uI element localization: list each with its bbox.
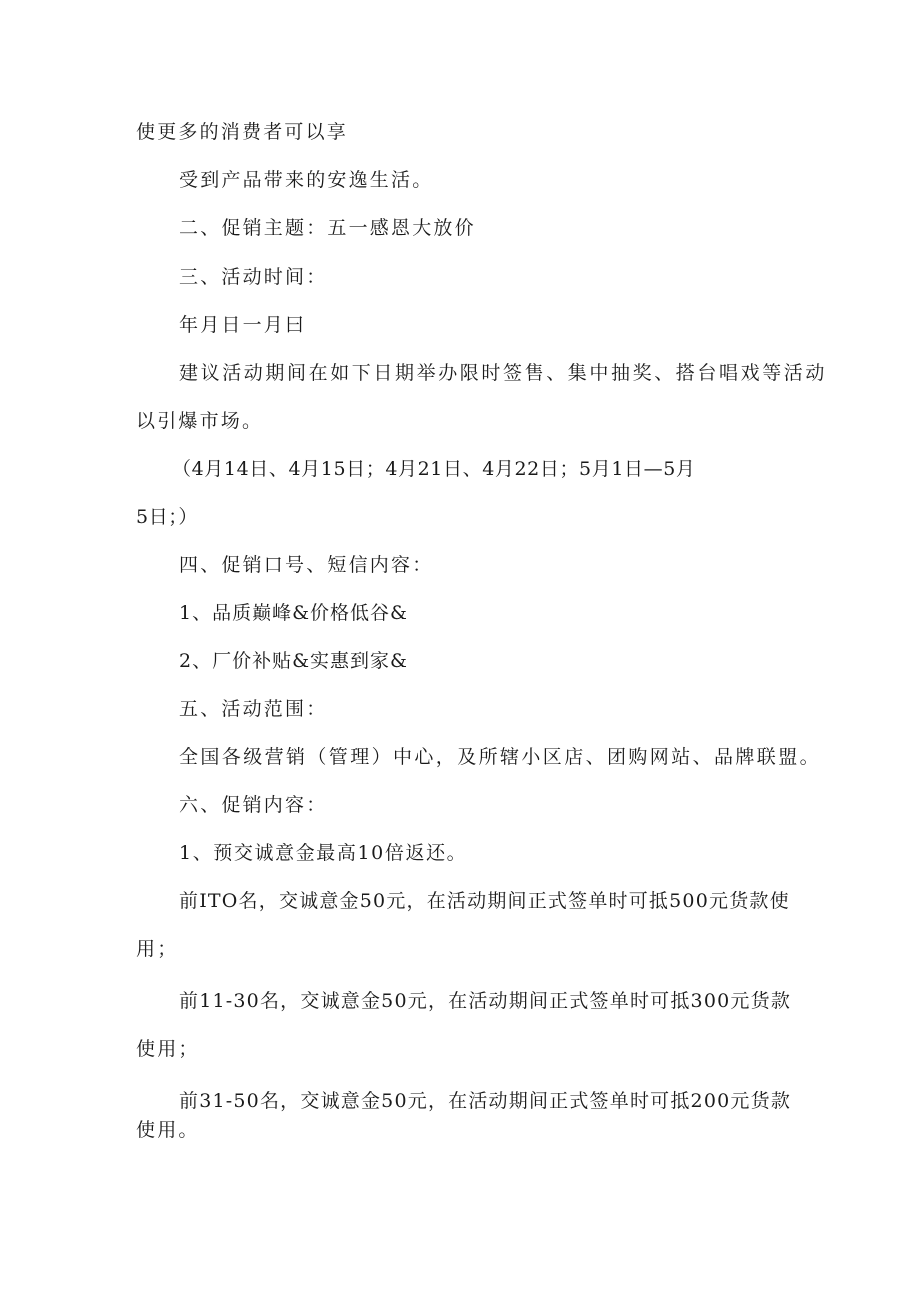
paragraph-line: 前31-50名，交诚意金50元，在活动期间正式签单时可抵200元货款 [179,1090,792,1112]
list-item: 1、预交诚意金最高10倍返还。 [179,842,468,864]
section-heading: 四、促销口号、短信内容： [179,554,434,576]
section-heading: 五、活动范围： [179,698,328,720]
paragraph-line: 以引爆市场。 [136,410,264,432]
section-heading: 三、活动时间： [179,266,328,288]
list-item: 1、品质巅峰&价格低谷& [179,602,408,624]
paragraph-line: 建议活动期间在如下日期举办限时签售、集中抽奖、搭台唱戏等活动 [179,362,828,384]
list-item: 2、厂价补贴&实惠到家& [179,650,408,672]
paragraph-line: 用； [136,938,179,960]
paragraph-line: 前11-30名，交诚意金50元，在活动期间正式签单时可抵300元货款 [179,990,792,1012]
paragraph-line: 使用； [136,1038,200,1060]
paragraph-line: 受到产品带来的安逸生活。 [179,169,434,191]
paragraph-line: 年月日一月曰 [179,314,307,336]
paragraph-line: 前ITO名，交诚意金50元，在活动期间正式签单时可抵500元货款使 [179,890,790,912]
paragraph-line: 使用。 [136,1119,200,1141]
section-heading: 六、促销内容： [179,794,328,816]
paragraph-line: 全国各级营销（管理）中心，及所辖小区店、团购网站、品牌联盟。 [179,746,822,768]
paragraph-line: 使更多的消费者可以享 [136,121,349,143]
section-heading: 二、促销主题：五一感恩大放价 [179,217,476,239]
paragraph-line: 5日；） [136,506,198,528]
paragraph-line: （4月14日、4月15日；4月21日、4月22日；5月1日—5月 [172,458,696,480]
